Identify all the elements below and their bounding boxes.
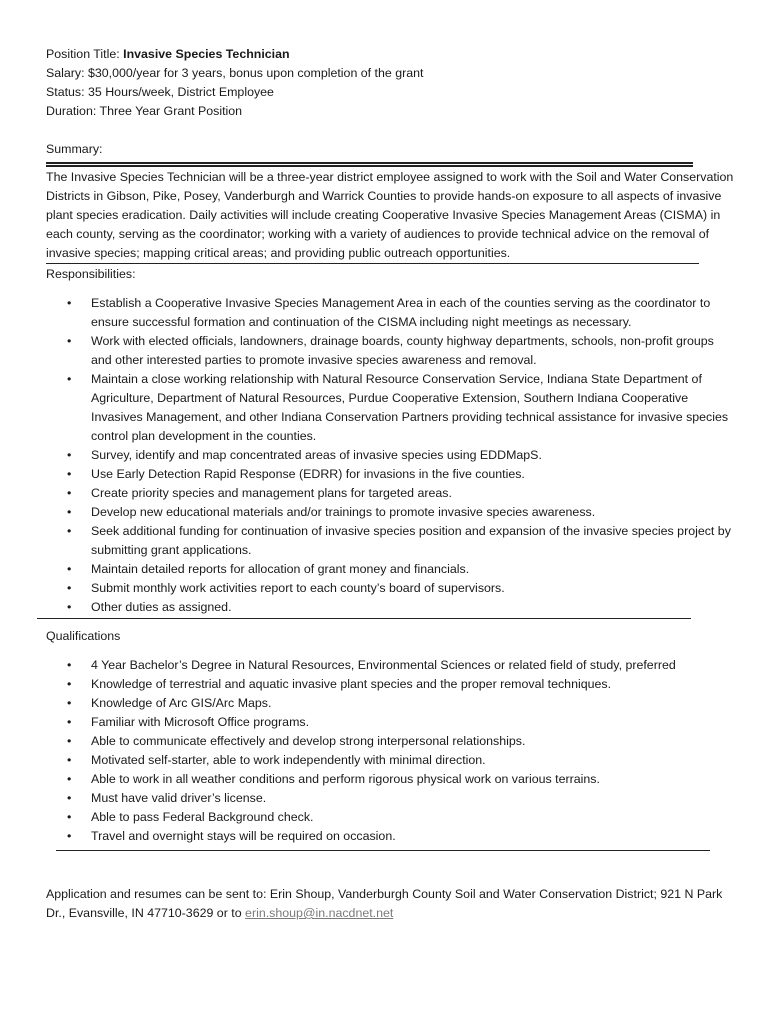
salary-line: Salary: $30,000/year for 3 years, bonus upon completion of the grant	[46, 66, 424, 80]
responsibilities-item-text: Other duties as assigned.	[91, 600, 232, 614]
application-text: Application and resumes can be sent to: Erin Shoup, Vanderburgh County Soil and Water Conservation District; 921 N Park Dr., Evansville, IN 47710-3629 or to	[46, 887, 723, 920]
qualifications-item	[46, 770, 736, 789]
summary-paragraph: The Invasive Species Technician will be a three-year district employee assigned to work with the Soil and Water Conservation Districts in Gibson, Pike, Posey, Vanderburgh and Warrick Counties to provide hands-on exposure to all aspects of invasive plant species eradication. Daily activities will include creating Cooperative Invasive Species Management Areas (CISMA) in each county, serving as the coordinator; working with a variety of audiences to provide technical advice on the removal of invasive species; mapping critical areas; and providing public outreach opportunities.	[46, 170, 734, 260]
responsibilities-item	[46, 484, 736, 503]
qualifications-item	[46, 789, 736, 808]
bullet-icon: •	[67, 696, 72, 710]
summary-divider	[46, 162, 693, 167]
responsibilities-item	[46, 332, 736, 370]
bullet-icon: •	[67, 753, 72, 767]
bullet-icon: •	[67, 677, 72, 691]
bullet-icon: •	[67, 296, 72, 310]
qualifications-item-text: Motivated self-starter, able to work independently with minimal direction.	[91, 753, 486, 767]
responsibilities-item-text: Use Early Detection Rapid Response (EDRR) for invasions in the five counties.	[91, 467, 525, 481]
responsibilities-item-text: Work with elected officials, landowners, drainage boards, county highway departments, schools, non-profit groups and other interested parties to promote invasive species awareness and removal.	[91, 334, 714, 367]
qualifications-divider	[56, 850, 710, 851]
application-instructions	[46, 885, 736, 923]
contact-email-link[interactable]: erin.shoup@in.nacdnet.net	[245, 906, 394, 920]
responsibilities-item	[46, 294, 736, 332]
qualifications-item-text: Must have valid driver’s license.	[91, 791, 267, 805]
bullet-icon: •	[67, 562, 72, 576]
qualifications-item-text: Knowledge of terrestrial and aquatic invasive plant species and the proper removal techniques.	[91, 677, 612, 691]
responsibilities-item-text: Maintain detailed reports for allocation of grant money and financials.	[91, 562, 470, 576]
responsibilities-item	[46, 465, 736, 484]
responsibilities-item-text: Create priority species and management plans for targeted areas.	[91, 486, 452, 500]
qualifications-item	[46, 827, 736, 846]
qualifications-item	[46, 751, 736, 770]
responsibilities-heading: Responsibilities:	[46, 267, 136, 281]
summary-bottom-divider	[46, 263, 699, 264]
qualifications-item-text: Able to pass Federal Background check.	[91, 810, 314, 824]
bullet-icon: •	[67, 581, 72, 595]
responsibilities-item	[46, 522, 736, 560]
qualifications-item-text: 4 Year Bachelor’s Degree in Natural Resources, Environmental Sciences or related field of study, preferred	[91, 658, 676, 672]
bullet-icon: •	[67, 467, 72, 481]
bullet-icon: •	[67, 524, 72, 538]
summary-heading: Summary:	[46, 142, 103, 156]
qualifications-item-text: Able to communicate effectively and develop strong interpersonal relationships.	[91, 734, 526, 748]
qualifications-item	[46, 656, 736, 675]
duration-line: Duration: Three Year Grant Position	[46, 104, 243, 118]
qualifications-item-text: Knowledge of Arc GIS/Arc Maps.	[91, 696, 272, 710]
position-title-label: Position Title:	[46, 47, 124, 61]
bullet-icon: •	[67, 486, 72, 500]
bullet-icon: •	[67, 658, 72, 672]
responsibilities-item-text: Develop new educational materials and/or trainings to promote invasive species awareness.	[91, 505, 596, 519]
qualifications-item	[46, 675, 736, 694]
responsibilities-item-text: Seek additional funding for continuation of invasive species position and expansion of the invasive species project by submitting grant applications.	[91, 524, 731, 557]
responsibilities-item	[46, 560, 736, 579]
position-title-line	[46, 45, 736, 64]
bullet-icon: •	[67, 829, 72, 843]
qualifications-item	[46, 732, 736, 751]
bullet-icon: •	[67, 810, 72, 824]
qualifications-item-text: Travel and overnight stays will be required on occasion.	[91, 829, 396, 843]
responsibilities-item-text: Establish a Cooperative Invasive Species Management Area in each of the counties serving as the coordinator to ensure successful formation and continuation of the CISMA including night meetings as necessary.	[91, 296, 711, 329]
qualifications-item-text: Familiar with Microsoft Office programs.	[91, 715, 310, 729]
responsibilities-item	[46, 503, 736, 522]
position-title-value: Invasive Species Technician	[123, 47, 290, 61]
responsibilities-item-text: Survey, identify and map concentrated areas of invasive species using EDDMapS.	[91, 448, 542, 462]
responsibilities-item-text: Maintain a close working relationship with Natural Resource Conservation Service, Indiana State Department of Agriculture, Department of Natural Resources, Purdue Cooperative Extension, Southern Indiana Cooperative Invasives Management, and other Indiana Conservation Partners providing technical assistance for invasive species control plan development in the counties.	[91, 372, 729, 443]
responsibilities-item	[46, 370, 736, 446]
bullet-icon: •	[67, 734, 72, 748]
qualifications-item	[46, 713, 736, 732]
bullet-icon: •	[67, 505, 72, 519]
responsibilities-item	[46, 598, 736, 617]
bullet-icon: •	[67, 791, 72, 805]
responsibilities-item	[46, 579, 736, 598]
bullet-icon: •	[67, 448, 72, 462]
bullet-icon: •	[67, 372, 72, 386]
qualifications-item-text: Able to work in all weather conditions and perform rigorous physical work on various terrains.	[91, 772, 600, 786]
responsibilities-item	[46, 446, 736, 465]
qualifications-heading: Qualifications	[46, 629, 121, 643]
responsibilities-list	[46, 294, 736, 617]
bullet-icon: •	[67, 715, 72, 729]
qualifications-item	[46, 694, 736, 713]
bullet-icon: •	[67, 334, 72, 348]
qualifications-item	[46, 808, 736, 827]
responsibilities-item-text: Submit monthly work activities report to each county’s board of supervisors.	[91, 581, 505, 595]
bullet-icon: •	[67, 600, 72, 614]
status-line: Status: 35 Hours/week, District Employee	[46, 85, 274, 99]
job-posting-document	[46, 45, 736, 923]
responsibilities-divider	[37, 618, 691, 619]
bullet-icon: •	[67, 772, 72, 786]
qualifications-list	[46, 656, 736, 846]
